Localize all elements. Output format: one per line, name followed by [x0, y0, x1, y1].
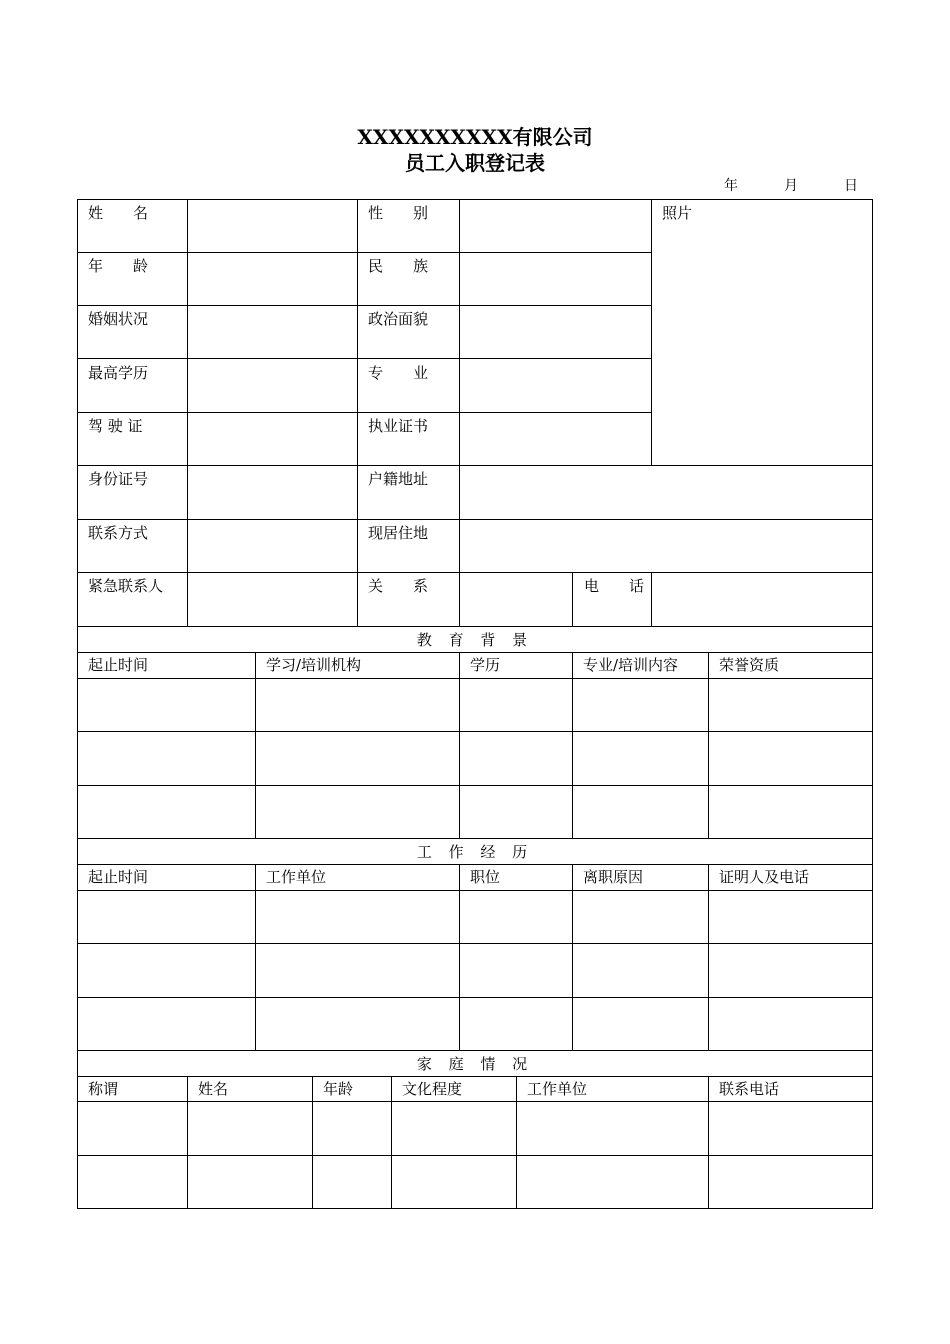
age-label: 年 龄 [88, 257, 149, 275]
company-title: XXXXXXXXXX有限公司 [357, 125, 593, 149]
residence-label: 现居住地 [368, 524, 429, 542]
date-month-label: 月 [784, 178, 798, 194]
edu-header-honors: 荣誉资质 [719, 656, 780, 674]
work-header-leave-reason: 离职原因 [583, 868, 644, 886]
phone-label: 电 话 [584, 577, 645, 595]
work-header-reference: 证明人及电话 [719, 868, 810, 886]
contact-label: 联系方式 [88, 524, 149, 542]
date-year-label: 年 [724, 178, 738, 194]
family-header-education: 文化程度 [402, 1080, 463, 1098]
ethnicity-label: 民 族 [368, 257, 429, 275]
work-header-employer: 工作单位 [266, 868, 327, 886]
emergency-contact-label: 紧急联系人 [88, 577, 164, 595]
work-header-period: 起止时间 [88, 868, 149, 886]
edu-header-degree: 学历 [470, 656, 501, 674]
political-status-label: 政治面貌 [368, 310, 429, 328]
family-header-employer: 工作单位 [527, 1080, 588, 1098]
education-level-label: 最高学历 [88, 364, 149, 382]
family-header-name: 姓名 [198, 1080, 229, 1098]
work-section-title: 工 作 经 历 [416, 843, 534, 861]
name-label: 姓 名 [88, 204, 149, 222]
work-header-position: 职位 [470, 868, 501, 886]
education-section-title: 教 育 背 景 [416, 631, 534, 649]
family-header-age: 年龄 [323, 1080, 354, 1098]
major-label: 专 业 [368, 364, 429, 382]
family-header-phone: 联系电话 [719, 1080, 780, 1098]
family-section-title: 家 庭 情 况 [416, 1055, 534, 1073]
form-title: 员工入职登记表 [405, 151, 545, 175]
marital-status-label: 婚姻状况 [88, 310, 149, 328]
photo-label: 照片 [662, 204, 693, 222]
edu-header-period: 起止时间 [88, 656, 149, 674]
driver-license-label: 驾 驶 证 [88, 417, 143, 435]
relation-label: 关 系 [368, 577, 429, 595]
edu-header-institution: 学习/培训机构 [266, 656, 362, 674]
family-header-relation: 称谓 [88, 1080, 119, 1098]
date-day-label: 日 [844, 178, 858, 194]
gender-label: 性 别 [368, 204, 429, 222]
certificate-label: 执业证书 [368, 417, 429, 435]
id-number-label: 身份证号 [88, 470, 149, 488]
edu-header-major: 专业/培训内容 [583, 656, 679, 674]
household-address-label: 户籍地址 [368, 470, 429, 488]
